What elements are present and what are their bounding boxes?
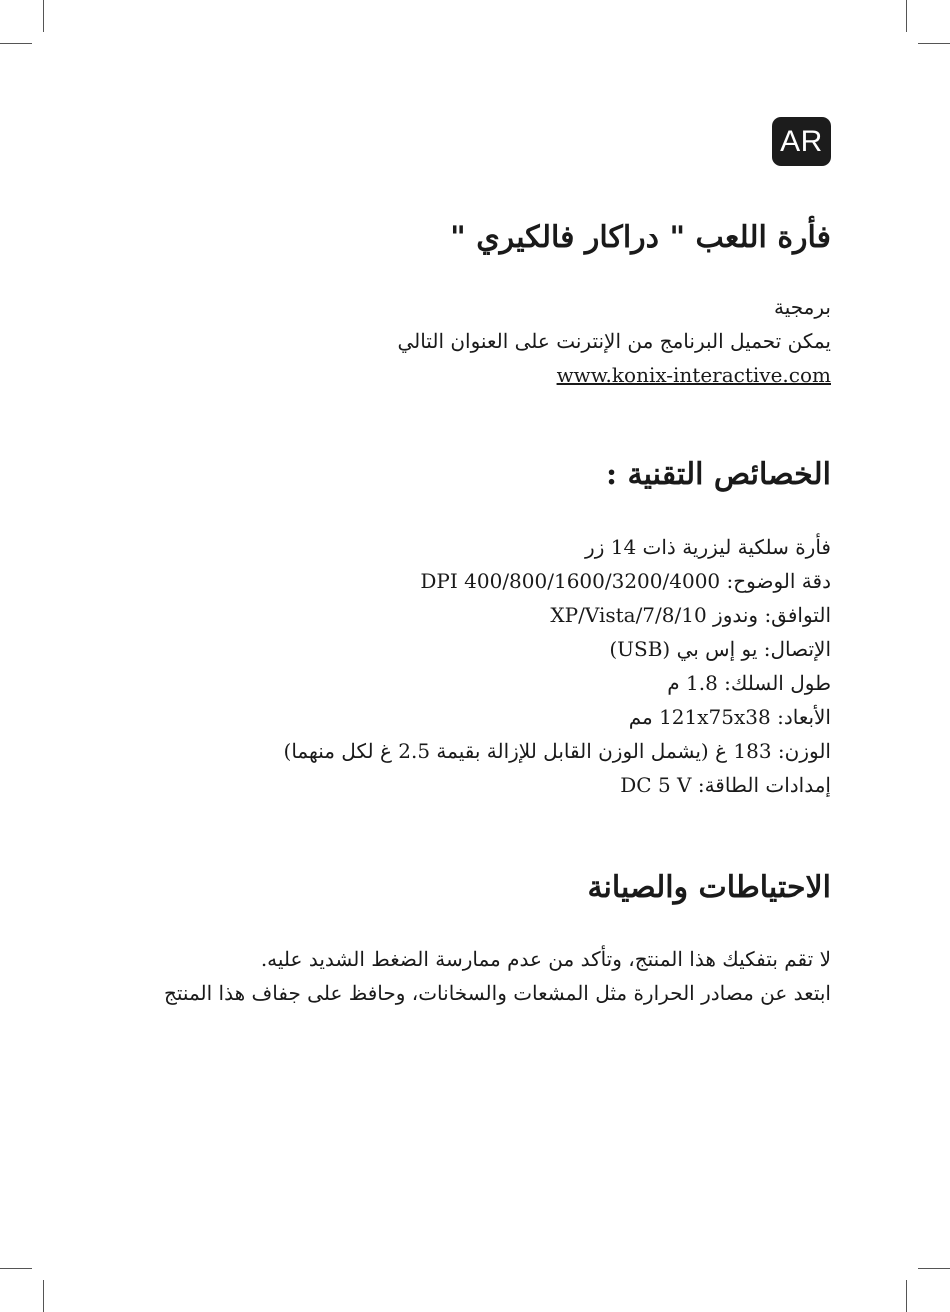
spec-item: الوزن: 183 غ (يشمل الوزن القابل للإزالة بقيمة 2.5 غ لكل منهما) [283, 739, 831, 763]
spec-item: إمدادات الطاقة: DC 5 V [620, 773, 831, 797]
spec-item: الأبعاد: 121x75x38 مم [628, 705, 831, 729]
specs-heading: الخصائص التقنية : [606, 457, 831, 492]
download-link[interactable]: www.konix-interactive.com [556, 363, 831, 387]
crop-mark [918, 1268, 950, 1269]
spec-item: التوافق: وندوز XP/Vista/7/8/10 [550, 603, 831, 627]
crop-mark [43, 1280, 44, 1312]
care-list [71, 942, 831, 1010]
spec-item: فأرة سلكية ليزرية ذات 14 زر [585, 535, 831, 559]
care-item: ابتعد عن مصادر الحرارة مثل المشعات والسخانات، وحافظ على جفاف هذا المنتج [163, 981, 831, 1005]
product-title: فأرة اللعب " دراكار فالكيري " [450, 220, 831, 255]
spec-item: الإتصال: يو إس بي (USB) [609, 637, 831, 661]
language-badge: AR [772, 117, 831, 166]
specs-list [71, 530, 831, 802]
crop-mark [906, 1280, 907, 1312]
crop-mark [918, 43, 950, 44]
crop-mark [43, 0, 44, 32]
spec-item: دقة الوضوح: DPI 400/800/1600/3200/4000 [420, 569, 831, 593]
software-text: يمكن تحميل البرنامج من الإنترنت على العنوان التالي [397, 329, 831, 353]
care-item: لا تقم بتفكيك هذا المنتج، وتأكد من عدم ممارسة الضغط الشديد عليه. [260, 947, 831, 971]
software-heading: برمجية [774, 295, 831, 319]
software-section [71, 290, 831, 392]
crop-mark [0, 1268, 32, 1269]
crop-mark [906, 0, 907, 32]
crop-mark [0, 43, 32, 44]
spec-item: طول السلك: 1.8 م [667, 671, 831, 695]
care-heading: الاحتياطات والصيانة [587, 870, 831, 905]
